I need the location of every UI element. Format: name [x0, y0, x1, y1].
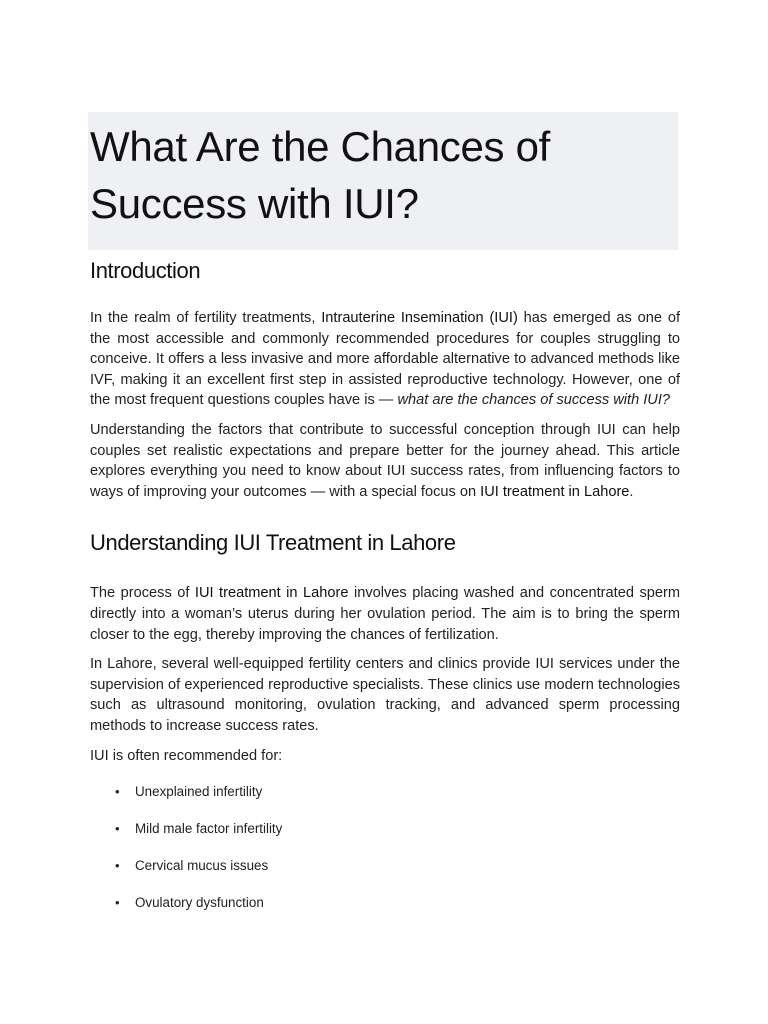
list-item-label: Mild male factor infertility [135, 821, 283, 837]
iui-lahore-link-2[interactable]: IUI treatment in Lahore [194, 585, 349, 602]
intro-p1-text-a: In the realm of fertility treatments, [90, 310, 322, 326]
list-item [90, 894, 680, 912]
list-item-label: Cervical mucus issues [135, 858, 269, 874]
bullet-icon: • [115, 858, 120, 874]
list-item [90, 820, 680, 838]
list-item [90, 783, 680, 801]
list-item [90, 857, 680, 875]
section-p1-text-a: The process of [90, 585, 195, 602]
article [90, 112, 680, 931]
section-paragraph-1 [90, 583, 680, 645]
recommendation-list [90, 783, 680, 912]
bullet-icon: • [115, 784, 120, 800]
intro-p2-text-b: . [629, 483, 634, 500]
title-block [88, 112, 678, 250]
introduction-heading: Introduction [90, 258, 201, 283]
intro-p1-question: what are the chances of success with IUI? [397, 392, 671, 409]
iui-link[interactable]: Intrauterine Insemination (IUI) [321, 310, 518, 326]
intro-p2-text-a: Understanding the factors that contribute to successful conception through IUI can help couples set realistic expectations and prepare better for the journey ahead. This article explores everything you need to know about IUI success rates, from influencing factors to ways of improving your outcomes — with a special focus on [90, 421, 680, 500]
bullet-icon: • [115, 821, 120, 837]
section-p1-text-b: involves placing washed and concentrated sperm directly into a woman’s uterus during her ovulation period. The aim is to bring the sperm closer to the egg, thereby improving the chances of fertilization. [90, 585, 680, 643]
section-heading: Understanding IUI Treatment in Lahore [90, 530, 456, 556]
list-item-label: Unexplained infertility [135, 784, 263, 800]
intro-paragraph-1 [90, 308, 680, 411]
iui-lahore-link[interactable]: IUI treatment in Lahore [480, 483, 630, 500]
page-title: What Are the Chances of Success with IUI? [90, 123, 551, 227]
section-paragraph-2: In Lahore, several well-equipped fertility centers and clinics provide IUI services under the supervision of experienced reproductive specialists. These clinics use modern technologies such as ultrasound monitoring, ovulation tracking, and advanced sperm processing methods to increase success rates. [90, 656, 680, 734]
section-paragraph-3: IUI is often recommended for: [90, 747, 283, 764]
intro-p1-text-b: has emerged as one of the most accessible and commonly recommended procedures for couples struggling to conceive. It offers a less invasive and more affordable alternative to advanced methods like IVF, making it an excellent first step in assisted reproductive technology. However, one of the most frequent questions couples have is — [90, 310, 681, 409]
intro-paragraph-2 [90, 420, 680, 502]
list-item-label: Ovulatory dysfunction [135, 895, 264, 911]
bullet-icon: • [115, 895, 120, 911]
